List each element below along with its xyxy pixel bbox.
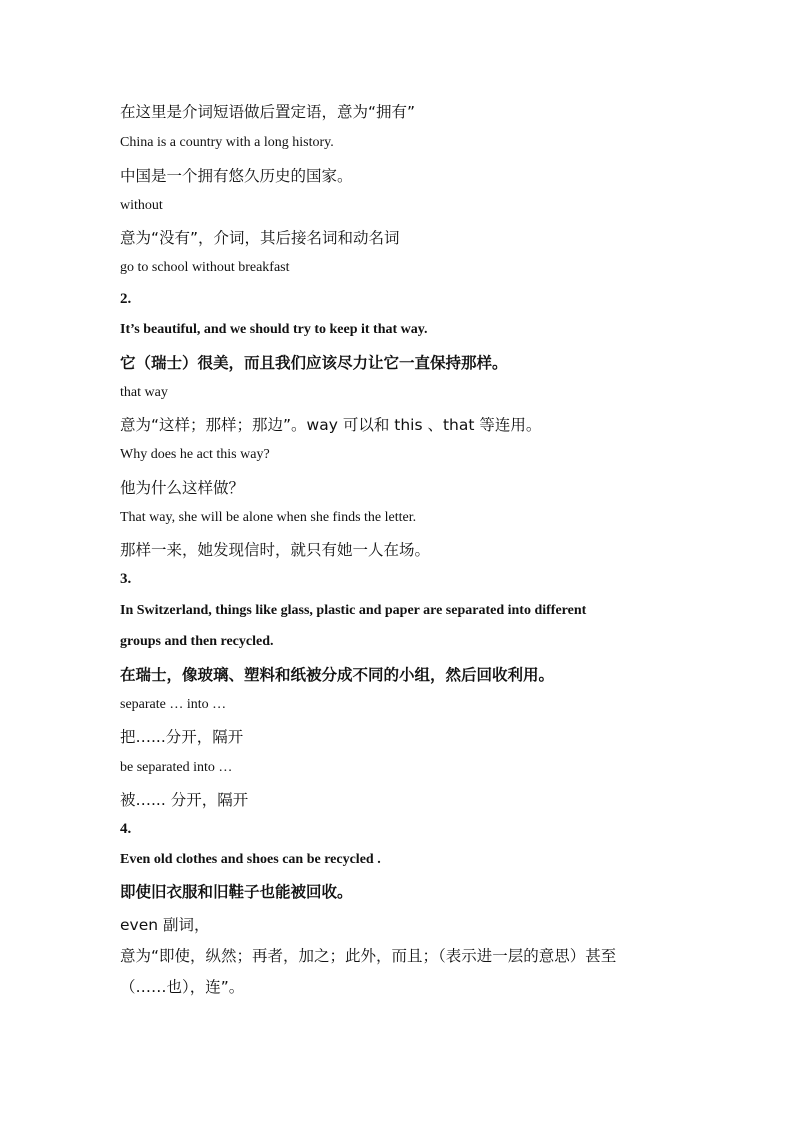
example-without: go to school without breakfast — [120, 260, 290, 275]
key-translation-3: 在瑞士，像玻璃、塑料和纸被分成不同的小组，然后回收利用。 — [120, 666, 555, 684]
definition-that-way: 意为“这样；那样；那边”。way 可以和 this 、that 等连用。 — [120, 416, 542, 434]
key-translation-2: 它（瑞士）很美，而且我们应该尽力让它一直保持那样。 — [120, 354, 508, 372]
vocab-be-separated-into: be separated into … — [120, 760, 233, 775]
section-number-2: 2. — [120, 291, 132, 307]
translation-that-way: 那样一来，她发现信时，就只有她一人在场。 — [120, 541, 431, 559]
example-act-this-way: Why does he act this way? — [120, 447, 270, 462]
translation-china: 中国是一个拥有悠久历史的国家。 — [120, 167, 353, 185]
definition-be-separated-into: 被…... 分开，隔开 — [120, 791, 249, 809]
section-number-4: 4. — [120, 821, 132, 837]
vocab-without: without — [120, 198, 163, 213]
example-sentence-china: China is a country with a long history. — [120, 135, 334, 150]
definition-even-line1: 意为“即使，纵然；再者，加之；此外，而且；（表示进一层的意思）甚至 — [120, 947, 617, 965]
key-sentence-3-line2: groups and then recycled. — [120, 634, 274, 649]
section-number-3: 3. — [120, 571, 132, 587]
note-prepositional-phrase: 在这里是介词短语做后置定语，意为“拥有” — [120, 103, 416, 121]
definition-separate-into: 把…...分开，隔开 — [120, 728, 244, 746]
translation-act-this-way: 他为什么这样做？ — [120, 479, 245, 497]
key-sentence-3-line1: In Switzerland, things like glass, plastic and paper are separated into different — [120, 603, 587, 618]
key-translation-4: 即使旧衣服和旧鞋子也能被回收。 — [120, 883, 353, 901]
key-sentence-4: Even old clothes and shoes can be recycled . — [120, 852, 381, 867]
key-sentence-2: It’s beautiful, and we should try to keep it that way. — [120, 322, 428, 337]
example-that-way: That way, she will be alone when she finds the letter. — [120, 510, 417, 525]
vocab-separate-into: separate … into … — [120, 697, 227, 712]
vocab-even: even 副词， — [120, 916, 210, 934]
definition-without: 意为“没有”，介词，其后接名词和动名词 — [120, 229, 400, 247]
definition-even-line2: （……也），连”。 — [120, 978, 245, 996]
vocab-that-way: that way — [120, 385, 168, 400]
